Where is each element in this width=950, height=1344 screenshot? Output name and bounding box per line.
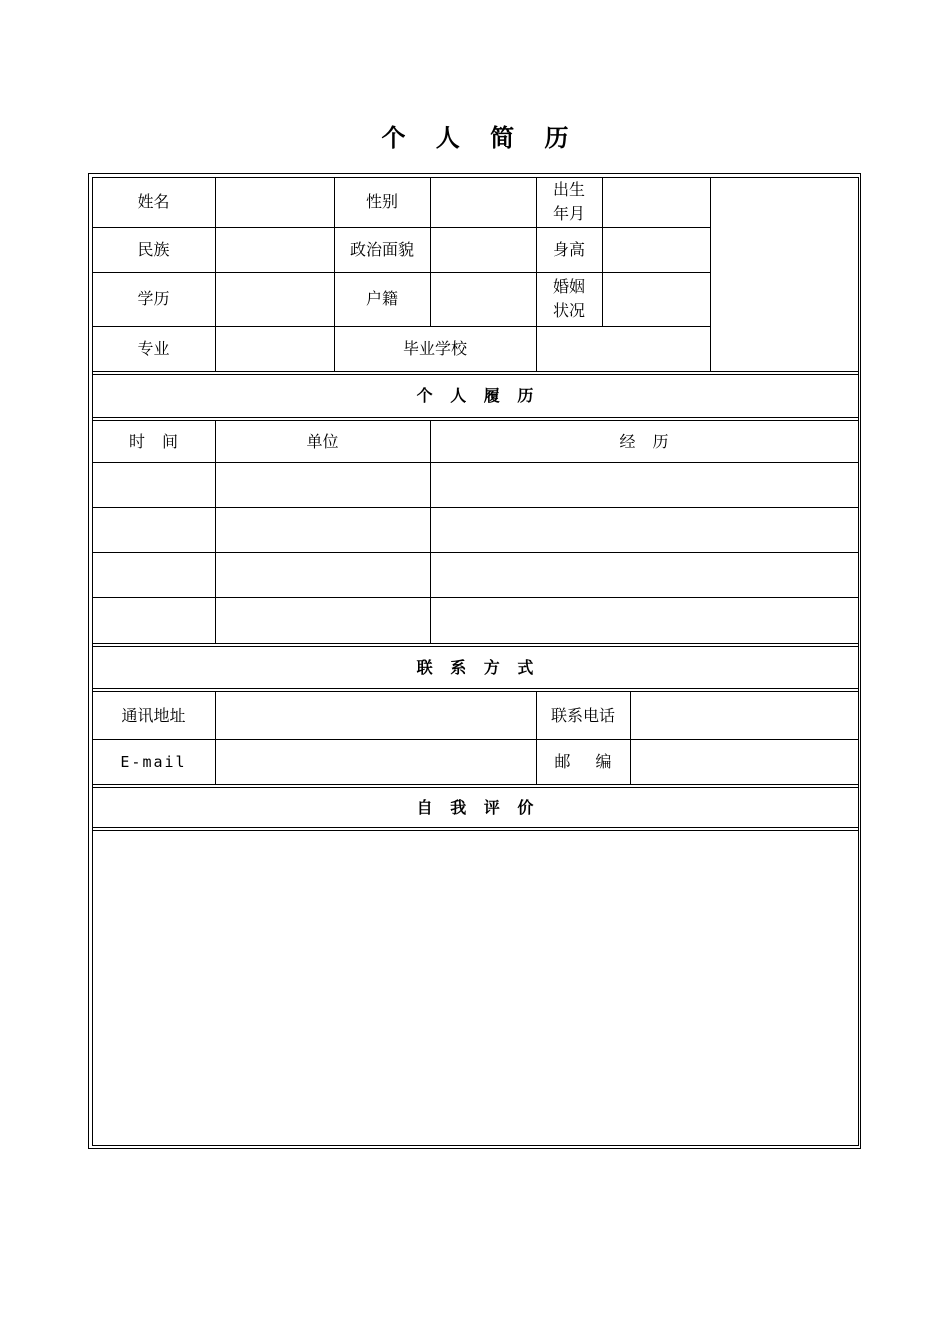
postcode-label: 邮 编 [554,752,612,771]
history-row[interactable] [92,508,858,552]
history-row[interactable] [92,463,858,507]
name-field[interactable] [216,178,334,227]
history-row[interactable] [92,553,858,597]
ethnicity-label: 民族 [137,239,170,259]
page-title: 个 人 简 历 [381,123,569,152]
school-field[interactable] [537,327,710,371]
height-field[interactable] [603,228,710,272]
phone-field[interactable] [631,692,858,739]
phone-label: 联系电话 [550,705,615,725]
political-label: 政治面貌 [349,239,414,259]
history-col-experience: 经 历 [619,431,669,451]
ethnicity-field[interactable] [216,228,334,272]
gender-field[interactable] [431,178,536,227]
email-field[interactable] [216,740,536,784]
postcode-field[interactable] [631,740,858,784]
height-label: 身高 [552,239,585,259]
history-col-unit: 单位 [306,431,339,451]
address-label: 通讯地址 [121,705,186,725]
birth-field[interactable] [603,178,710,227]
household-field[interactable] [431,273,536,326]
major-field[interactable] [216,327,334,371]
marital-label: 婚姻 状况 [552,277,585,320]
history-section-title: 个 人 履 历 [416,386,534,405]
birth-label: 出生 年月 [552,180,585,223]
political-field[interactable] [431,228,536,272]
email-label: E-mail [120,753,187,771]
marital-field[interactable] [603,273,710,326]
evaluation-section-title: 自 我 评 价 [416,798,534,817]
major-label: 专业 [137,338,170,358]
gender-label: 性别 [365,192,398,211]
household-label: 户籍 [365,289,398,308]
education-field[interactable] [216,273,334,326]
education-label: 学历 [137,289,170,308]
address-field[interactable] [216,692,536,739]
contact-section-title: 联 系 方 式 [416,657,534,677]
school-label: 毕业学校 [402,338,467,358]
evaluation-textarea[interactable] [92,831,858,1144]
name-label: 姓名 [137,192,170,211]
history-row[interactable] [92,598,858,642]
history-col-time: 时 间 [128,431,179,451]
photo-area[interactable] [711,178,858,371]
